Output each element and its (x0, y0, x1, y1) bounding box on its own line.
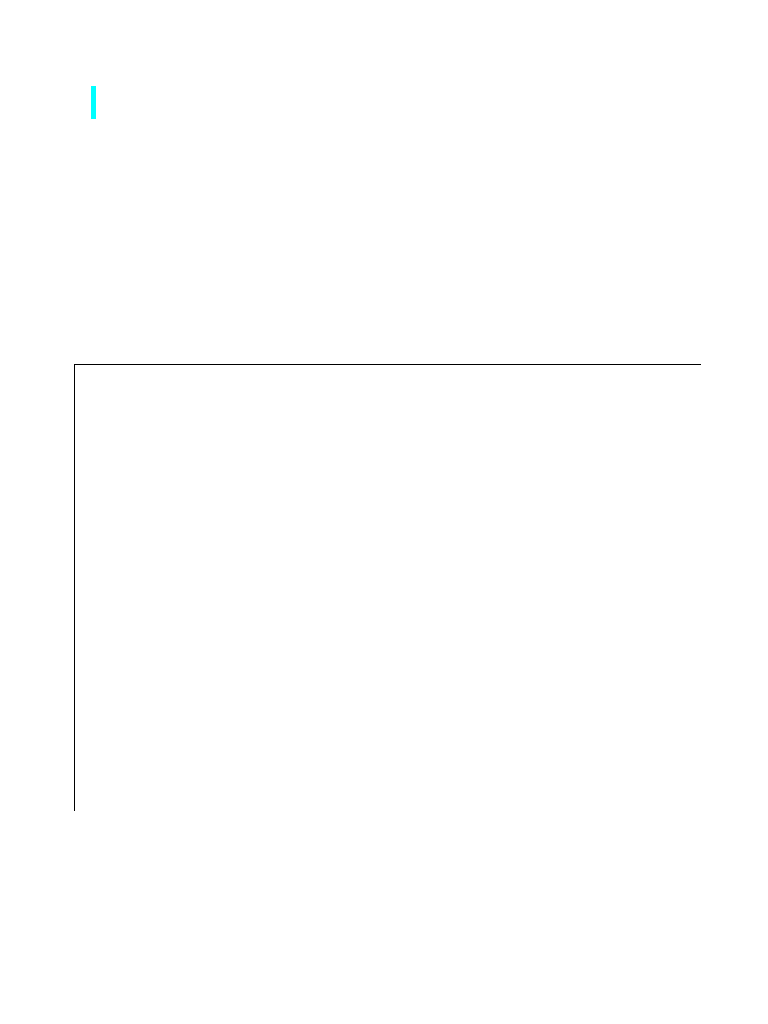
page-title (91, 86, 96, 119)
line-types-table (74, 364, 701, 811)
